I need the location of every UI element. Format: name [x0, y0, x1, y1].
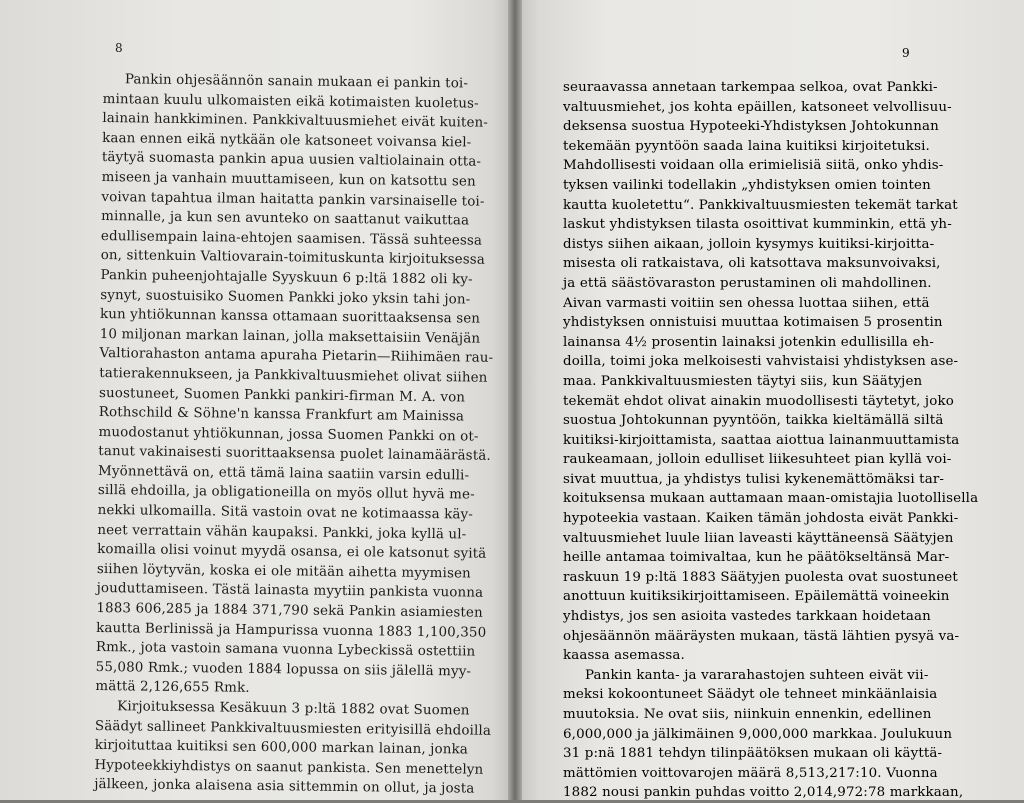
text-line: lainansa 4½ prosentin lainaksi jotenkin edullisilla eh-	[563, 334, 934, 350]
text-line: distys siihen aikaan, jolloin kysymys kuitiksi-kirjoitta-	[563, 236, 935, 252]
text-line: Kirjoituksessa Kesäkuun 3 p:ltä 1882 ovat Suomen	[117, 699, 470, 719]
text-line: Mahdollisesti voidaan olla erimielisiä siitä, onko yhdis-	[563, 158, 944, 174]
text-line: siihen löytyvän, koska ei ole mitään aihetta myymisen	[96, 561, 471, 582]
text-line: tekemät ehdot olivat ainakin muodollisesti täytetyt, joko	[563, 393, 954, 409]
text-line: kaan ennen eikä nytkään ole katsoneet voivansa kiel-	[102, 130, 472, 151]
text-line: 31 p:nä 1881 tehdyn tilinpäätöksen mukaan oli käyttä-	[563, 746, 943, 762]
text-line: miseen ja vanhain muuttamiseen, kun on katsottu sen	[101, 169, 476, 190]
right-page-text	[563, 78, 979, 803]
text-line: koituksensa mukaan auttamaan maan-omistajia luotollisella	[563, 491, 979, 507]
text-line: on, sittenkuin Valtiovarain-toimituskunta kirjoituksessa	[100, 248, 486, 269]
text-line: nekki ulkomailla. Sitä vastoin ovat ne kotimaassa käy-	[97, 503, 474, 523]
text-line: Rothschild & Söhne'n kanssa Frankfurt am Mainissa	[98, 405, 465, 425]
text-line: mintaan kuulu ulkomaisten eikä kotimaisten kuoletus-	[102, 91, 479, 112]
text-line: sillä ehdoilla, ja obligationeilla on myös ollut hyvä me-	[97, 483, 475, 504]
text-line: mättä 2,126,655 Rmk.	[95, 679, 250, 697]
text-line: suostua Johtokunnan pyyntöön, taikka kieltämällä siltä	[563, 413, 944, 429]
text-line: sivat muuttua, ja yhdistys tulisi kykenemättömäksi tar-	[563, 471, 945, 487]
text-line: kaassa asemassa.	[563, 648, 685, 664]
text-line: meksi kokoontuneet Säädyt ole tehneet minkäänlaisia	[563, 687, 938, 703]
text-line: 6,000,000 ja jälkimäinen 9,000,000 markkaa. Joulukuun	[563, 726, 953, 742]
text-line: komailla olisi voinut myydä osansa, ei ole katsonut syitä	[97, 542, 487, 562]
text-line: heille antamaa toimivaltaa, kun he päätökseltänsä Mar-	[563, 550, 950, 566]
text-line: laskut yhdistyksen tilasta osoittivat kumminkin, että yh-	[563, 217, 952, 233]
text-line: Myönnettävä on, että tämä laina saatiin varsin edulli-	[98, 463, 470, 484]
text-line: edullisempain laina-ehtojen saamisen. Tässä suhteessa	[100, 228, 483, 249]
page-number-right: 9	[902, 46, 910, 60]
text-line: 55,080 Rmk.; vuoden 1884 lopussa on siis jälellä myy-	[95, 659, 472, 680]
text-line: raukeamaan, jolloin edulliset liikesuhteet pian kyllä voi-	[563, 452, 952, 468]
text-line: valtuusmiehet, jos kohta epäillen, katsoneet velvollisuu-	[563, 99, 952, 115]
text-line: jouduttamiseen. Tästä lainasta myytiin pankista vuonna	[96, 581, 484, 602]
text-line: tyksen vailinki todellakin „yhdistyksen omien tointen	[563, 177, 931, 193]
text-line: kautta kuoletettu“. Pankkivaltuusmiesten tekemät tarkat	[563, 197, 958, 213]
text-line: voivan tapahtua ilman haitatta pankin varsinaiselle toi-	[101, 189, 485, 210]
text-line: Pankin ohjesäännön sanain mukaan ei pankin toi-	[124, 72, 469, 92]
text-line: doilla, toimi joka melkoisesti vahvistaisi yhdistyksen ase-	[563, 354, 959, 370]
text-line: 1882 nousi pankin puhdas voitto 2,014,972:78 markkaan,	[563, 785, 964, 801]
text-line: kirjoituttaa kuitiksi sen 600,000 markan lainan, jonka	[94, 738, 469, 758]
text-line: anottuun kuitiksikirjoittamiseen. Epäilemättä voineekin	[563, 589, 950, 605]
text-line: ja että säästövaraston perustaminen oli mahdollinen.	[563, 275, 932, 291]
left-page-text	[94, 70, 494, 799]
text-line: raskuun 19 p:ltä 1883 Säätyjen puolesta ovat suostuneet	[563, 569, 958, 585]
text-line: Pankin puheenjohtajalle Syyskuun 6 p:ltä 1882 oli ky-	[100, 267, 473, 288]
text-line: jälkeen, jonka alaisena asia sittemmin on ollut, ja josta	[94, 777, 475, 797]
text-line: synyt, suostuisiko Suomen Pankki joko yksin tahi jon-	[100, 287, 471, 308]
text-line: hypoteekia vastaan. Kaiken tämän johdosta eivät Pankki-	[563, 511, 959, 527]
text-line: kun yhtiökunnan kanssa ottamaan suorittaaksensa sen	[99, 307, 481, 327]
text-line: kautta Berlinissä ja Hampurissa vuonna 1883 1,100,350	[96, 620, 487, 641]
text-line: Pankin kanta- ja vararahastojen suhteen eivät vii-	[585, 667, 929, 683]
text-line: Valtiorahaston antama apuraha Pietarin—Riihimäen rau-	[99, 346, 494, 367]
text-line: yhdistyksen onnistuisi muuttaa kotimaisen 5 prosentin	[563, 315, 943, 331]
text-line: valtuusmiehet luule liian laveasti käyttäneensä Säätyjen	[563, 530, 954, 546]
text-line: mättömien voittovarojen määrä 8,513,217:10. Vuonna	[563, 765, 938, 781]
text-line: Aivan varmasti voitiin sen ohessa luottaa siihen, että	[563, 295, 930, 311]
text-line: tekemään pyyntöön saada laina kuitiksi kirjoitetuksi.	[563, 138, 930, 154]
text-line: lainain hankkiminen. Pankkivaltuusmiehet eivät kuiten-	[102, 111, 489, 131]
text-line: muodostanut yhtiökunnan, jossa Suomen Pankki on ot-	[98, 424, 479, 445]
text-line: kuitiksi-kirjoittamista, saattaa aiottua lainanmuuttamista	[563, 432, 960, 448]
page-number-left: 8	[115, 41, 123, 55]
text-line: Säädyt sallineet Pankkivaltuusmiesten erityisillä ehdoilla	[94, 718, 492, 739]
text-line: täytyä suomasta pankin apua uusien valtiolainain otta-	[101, 150, 482, 171]
text-line: maa. Pankkivaltuusmiesten täytyi siis, kun Säätyjen	[563, 373, 923, 389]
text-line: suostuneet, Suomen Pankki pankiri-firman M. A. von	[98, 385, 466, 405]
text-line: ohjesäännön määräysten mukaan, tästä lähtien pysyä va-	[563, 628, 960, 644]
text-line: seuraavassa annetaan tarkempaa selkoa, ovat Pankki-	[563, 80, 938, 95]
text-line: deksensa suostua Hypoteeki-Yhdistyksen Johtokunnan	[563, 119, 939, 135]
book-gutter	[508, 0, 522, 800]
text-line: neet verrattain vähän kaupaksi. Pankki, joka kyllä ul-	[97, 522, 467, 543]
text-line: Hypoteekkiyhdistys on saanut pankista. Sen menettelyn	[94, 757, 484, 778]
text-line: yhdistys, jos sen asioita vastedes tarkkaan hoidetaan	[563, 609, 931, 625]
text-line: misesta oli ratkaistava, oli katsottava maksunvoivaksi,	[563, 256, 941, 272]
text-line: muutoksia. Ne ovat siis, niinkuin ennenkin, edellinen	[563, 707, 932, 722]
text-line: tanut vakinaisesti suorittaaksensa puolet lainamäärästä.	[98, 444, 491, 465]
text-line: Rmk., jota vastoin samana vuonna Lybeckissä ostettiin	[95, 640, 476, 660]
text-line: 10 miljonan markan lainan, jolla maksettaisiin Venäjän	[99, 326, 481, 347]
left-page	[0, 0, 512, 800]
text-line: tatierakennukseen, ja Pankkivaltuusmiehet olivat siihen	[99, 365, 488, 386]
text-line: 1883 606,285 ja 1884 371,790 sekä Pankin asiamiesten	[96, 600, 483, 621]
text-line: minnalle, ja kun sen avunteko on saattanut vaikuttaa	[101, 209, 470, 229]
